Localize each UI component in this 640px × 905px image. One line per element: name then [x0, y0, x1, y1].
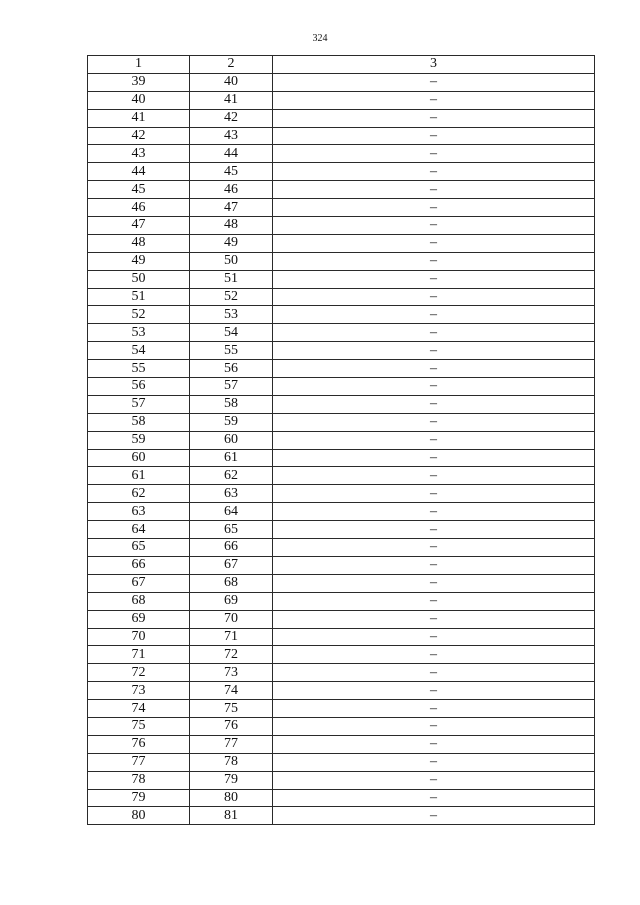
table-cell-col1: 49 — [88, 252, 190, 270]
table-row — [88, 789, 595, 807]
table-cell-col1: 80 — [88, 807, 190, 825]
table-cell-col2: 64 — [190, 503, 273, 521]
table-cell-col2: 58 — [190, 395, 273, 413]
table-cell-col3: – — [273, 646, 595, 664]
table-row — [88, 735, 595, 753]
table-cell-col1: 73 — [88, 682, 190, 700]
table-cell-col3: – — [273, 252, 595, 270]
table-cell-col2: 46 — [190, 181, 273, 199]
table-cell-col2: 74 — [190, 682, 273, 700]
table-cell-col1: 51 — [88, 288, 190, 306]
table-cell-col1: 53 — [88, 324, 190, 342]
table-cell-col2: 42 — [190, 109, 273, 127]
table-row — [88, 413, 595, 431]
table-cell-col2: 70 — [190, 610, 273, 628]
table-cell-col1: 66 — [88, 556, 190, 574]
table-cell-col2: 68 — [190, 574, 273, 592]
table-cell-col1: 45 — [88, 181, 190, 199]
table-cell-col3: – — [273, 199, 595, 217]
column-header-3: 3 — [273, 56, 595, 74]
table-cell-col2: 79 — [190, 771, 273, 789]
table-row — [88, 199, 595, 217]
table-cell-col1: 77 — [88, 753, 190, 771]
table-cell-col2: 56 — [190, 360, 273, 378]
table-cell-col3: – — [273, 807, 595, 825]
table-row — [88, 270, 595, 288]
table-cell-col3: – — [273, 360, 595, 378]
table-row — [88, 378, 595, 396]
table-row — [88, 700, 595, 718]
table-cell-col3: – — [273, 163, 595, 181]
table-cell-col1: 64 — [88, 521, 190, 539]
table-cell-col3: – — [273, 664, 595, 682]
table-cell-col2: 49 — [190, 234, 273, 252]
table-cell-col1: 75 — [88, 717, 190, 735]
table-cell-col1: 52 — [88, 306, 190, 324]
table-cell-col1: 59 — [88, 431, 190, 449]
table-cell-col1: 79 — [88, 789, 190, 807]
table-cell-col1: 57 — [88, 395, 190, 413]
table-cell-col1: 44 — [88, 163, 190, 181]
table-cell-col3: – — [273, 789, 595, 807]
table-cell-col1: 56 — [88, 378, 190, 396]
table-cell-col1: 55 — [88, 360, 190, 378]
table-row — [88, 217, 595, 235]
table-cell-col3: – — [273, 485, 595, 503]
table-cell-col2: 48 — [190, 217, 273, 235]
table-cell-col2: 60 — [190, 431, 273, 449]
table-row — [88, 610, 595, 628]
table-cell-col2: 55 — [190, 342, 273, 360]
table-row — [88, 556, 595, 574]
table-row — [88, 717, 595, 735]
table-cell-col2: 57 — [190, 378, 273, 396]
table-row — [88, 288, 595, 306]
table-cell-col2: 80 — [190, 789, 273, 807]
table-cell-col3: – — [273, 771, 595, 789]
table-cell-col1: 39 — [88, 73, 190, 91]
column-header-1: 1 — [88, 56, 190, 74]
table-row — [88, 127, 595, 145]
table-cell-col1: 72 — [88, 664, 190, 682]
table-cell-col3: – — [273, 127, 595, 145]
table-cell-col3: – — [273, 91, 595, 109]
table-cell-col3: – — [273, 270, 595, 288]
table-cell-col1: 40 — [88, 91, 190, 109]
table-cell-col2: 77 — [190, 735, 273, 753]
table-cell-col1: 78 — [88, 771, 190, 789]
table-cell-col1: 61 — [88, 467, 190, 485]
table-row — [88, 73, 595, 91]
page-number: 324 — [312, 33, 328, 44]
table-row — [88, 753, 595, 771]
table-row — [88, 503, 595, 521]
table-cell-col3: – — [273, 73, 595, 91]
table-row — [88, 252, 595, 270]
table-cell-col2: 52 — [190, 288, 273, 306]
table-cell-col1: 48 — [88, 234, 190, 252]
table-cell-col2: 47 — [190, 199, 273, 217]
table-cell-col3: – — [273, 395, 595, 413]
table-cell-col3: – — [273, 306, 595, 324]
table-cell-col3: – — [273, 574, 595, 592]
table-cell-col1: 58 — [88, 413, 190, 431]
table-cell-col1: 65 — [88, 539, 190, 557]
table-cell-col3: – — [273, 521, 595, 539]
table-cell-col3: – — [273, 628, 595, 646]
table-cell-col2: 53 — [190, 306, 273, 324]
table-cell-col2: 43 — [190, 127, 273, 145]
table-cell-col2: 44 — [190, 145, 273, 163]
table-cell-col3: – — [273, 109, 595, 127]
table-row — [88, 521, 595, 539]
table-cell-col3: – — [273, 503, 595, 521]
table-cell-col3: – — [273, 592, 595, 610]
table-cell-col2: 61 — [190, 449, 273, 467]
table-row — [88, 91, 595, 109]
table-cell-col1: 42 — [88, 127, 190, 145]
table-cell-col2: 63 — [190, 485, 273, 503]
table-cell-col3: – — [273, 431, 595, 449]
table-cell-col1: 70 — [88, 628, 190, 646]
table-cell-col2: 50 — [190, 252, 273, 270]
table-cell-col2: 72 — [190, 646, 273, 664]
table-row — [88, 574, 595, 592]
table-cell-col2: 54 — [190, 324, 273, 342]
table-cell-col1: 54 — [88, 342, 190, 360]
table-row — [88, 539, 595, 557]
table-row — [88, 360, 595, 378]
table-cell-col1: 67 — [88, 574, 190, 592]
table-row — [88, 431, 595, 449]
table-row — [88, 807, 595, 825]
table-cell-col3: – — [273, 556, 595, 574]
table-row — [88, 485, 595, 503]
table-cell-col3: – — [273, 610, 595, 628]
table-cell-col2: 62 — [190, 467, 273, 485]
table-cell-col2: 67 — [190, 556, 273, 574]
table-cell-col2: 71 — [190, 628, 273, 646]
table-row — [88, 145, 595, 163]
table-cell-col3: – — [273, 181, 595, 199]
table-cell-col3: – — [273, 753, 595, 771]
table-row — [88, 342, 595, 360]
table-body — [88, 56, 595, 825]
data-table — [87, 55, 595, 825]
table-cell-col1: 69 — [88, 610, 190, 628]
table-cell-col3: – — [273, 735, 595, 753]
table-row — [88, 181, 595, 199]
table-cell-col2: 41 — [190, 91, 273, 109]
table-cell-col3: – — [273, 145, 595, 163]
table-cell-col2: 69 — [190, 592, 273, 610]
table-cell-col2: 75 — [190, 700, 273, 718]
table-cell-col3: – — [273, 288, 595, 306]
table-cell-col1: 63 — [88, 503, 190, 521]
table-cell-col2: 66 — [190, 539, 273, 557]
table-row — [88, 234, 595, 252]
table-cell-col2: 65 — [190, 521, 273, 539]
table-cell-col2: 51 — [190, 270, 273, 288]
table-row — [88, 771, 595, 789]
table-cell-col3: – — [273, 467, 595, 485]
table-header-row — [88, 56, 595, 74]
table-cell-col3: – — [273, 449, 595, 467]
table-cell-col3: – — [273, 700, 595, 718]
table-cell-col2: 40 — [190, 73, 273, 91]
table-row — [88, 664, 595, 682]
table-row — [88, 163, 595, 181]
table-cell-col1: 50 — [88, 270, 190, 288]
table-row — [88, 682, 595, 700]
table-row — [88, 395, 595, 413]
column-header-2: 2 — [190, 56, 273, 74]
table-row — [88, 592, 595, 610]
table-cell-col3: – — [273, 378, 595, 396]
table-cell-col3: – — [273, 539, 595, 557]
table-cell-col3: – — [273, 413, 595, 431]
table-cell-col1: 68 — [88, 592, 190, 610]
table-cell-col2: 45 — [190, 163, 273, 181]
table-cell-col2: 81 — [190, 807, 273, 825]
table-row — [88, 109, 595, 127]
table-cell-col1: 62 — [88, 485, 190, 503]
table-cell-col1: 47 — [88, 217, 190, 235]
table-cell-col3: – — [273, 324, 595, 342]
table-cell-col3: – — [273, 234, 595, 252]
table-cell-col1: 43 — [88, 145, 190, 163]
table-cell-col1: 74 — [88, 700, 190, 718]
table-cell-col1: 60 — [88, 449, 190, 467]
table-row — [88, 324, 595, 342]
table-cell-col3: – — [273, 217, 595, 235]
table-cell-col3: – — [273, 342, 595, 360]
table-cell-col3: – — [273, 717, 595, 735]
table-cell-col1: 71 — [88, 646, 190, 664]
table-row — [88, 628, 595, 646]
table-cell-col2: 78 — [190, 753, 273, 771]
table-cell-col2: 73 — [190, 664, 273, 682]
table-cell-col1: 46 — [88, 199, 190, 217]
table-row — [88, 646, 595, 664]
table-row — [88, 449, 595, 467]
table-cell-col2: 59 — [190, 413, 273, 431]
table-row — [88, 306, 595, 324]
table-cell-col1: 41 — [88, 109, 190, 127]
table-cell-col3: – — [273, 682, 595, 700]
table-row — [88, 467, 595, 485]
table-cell-col1: 76 — [88, 735, 190, 753]
table-cell-col2: 76 — [190, 717, 273, 735]
